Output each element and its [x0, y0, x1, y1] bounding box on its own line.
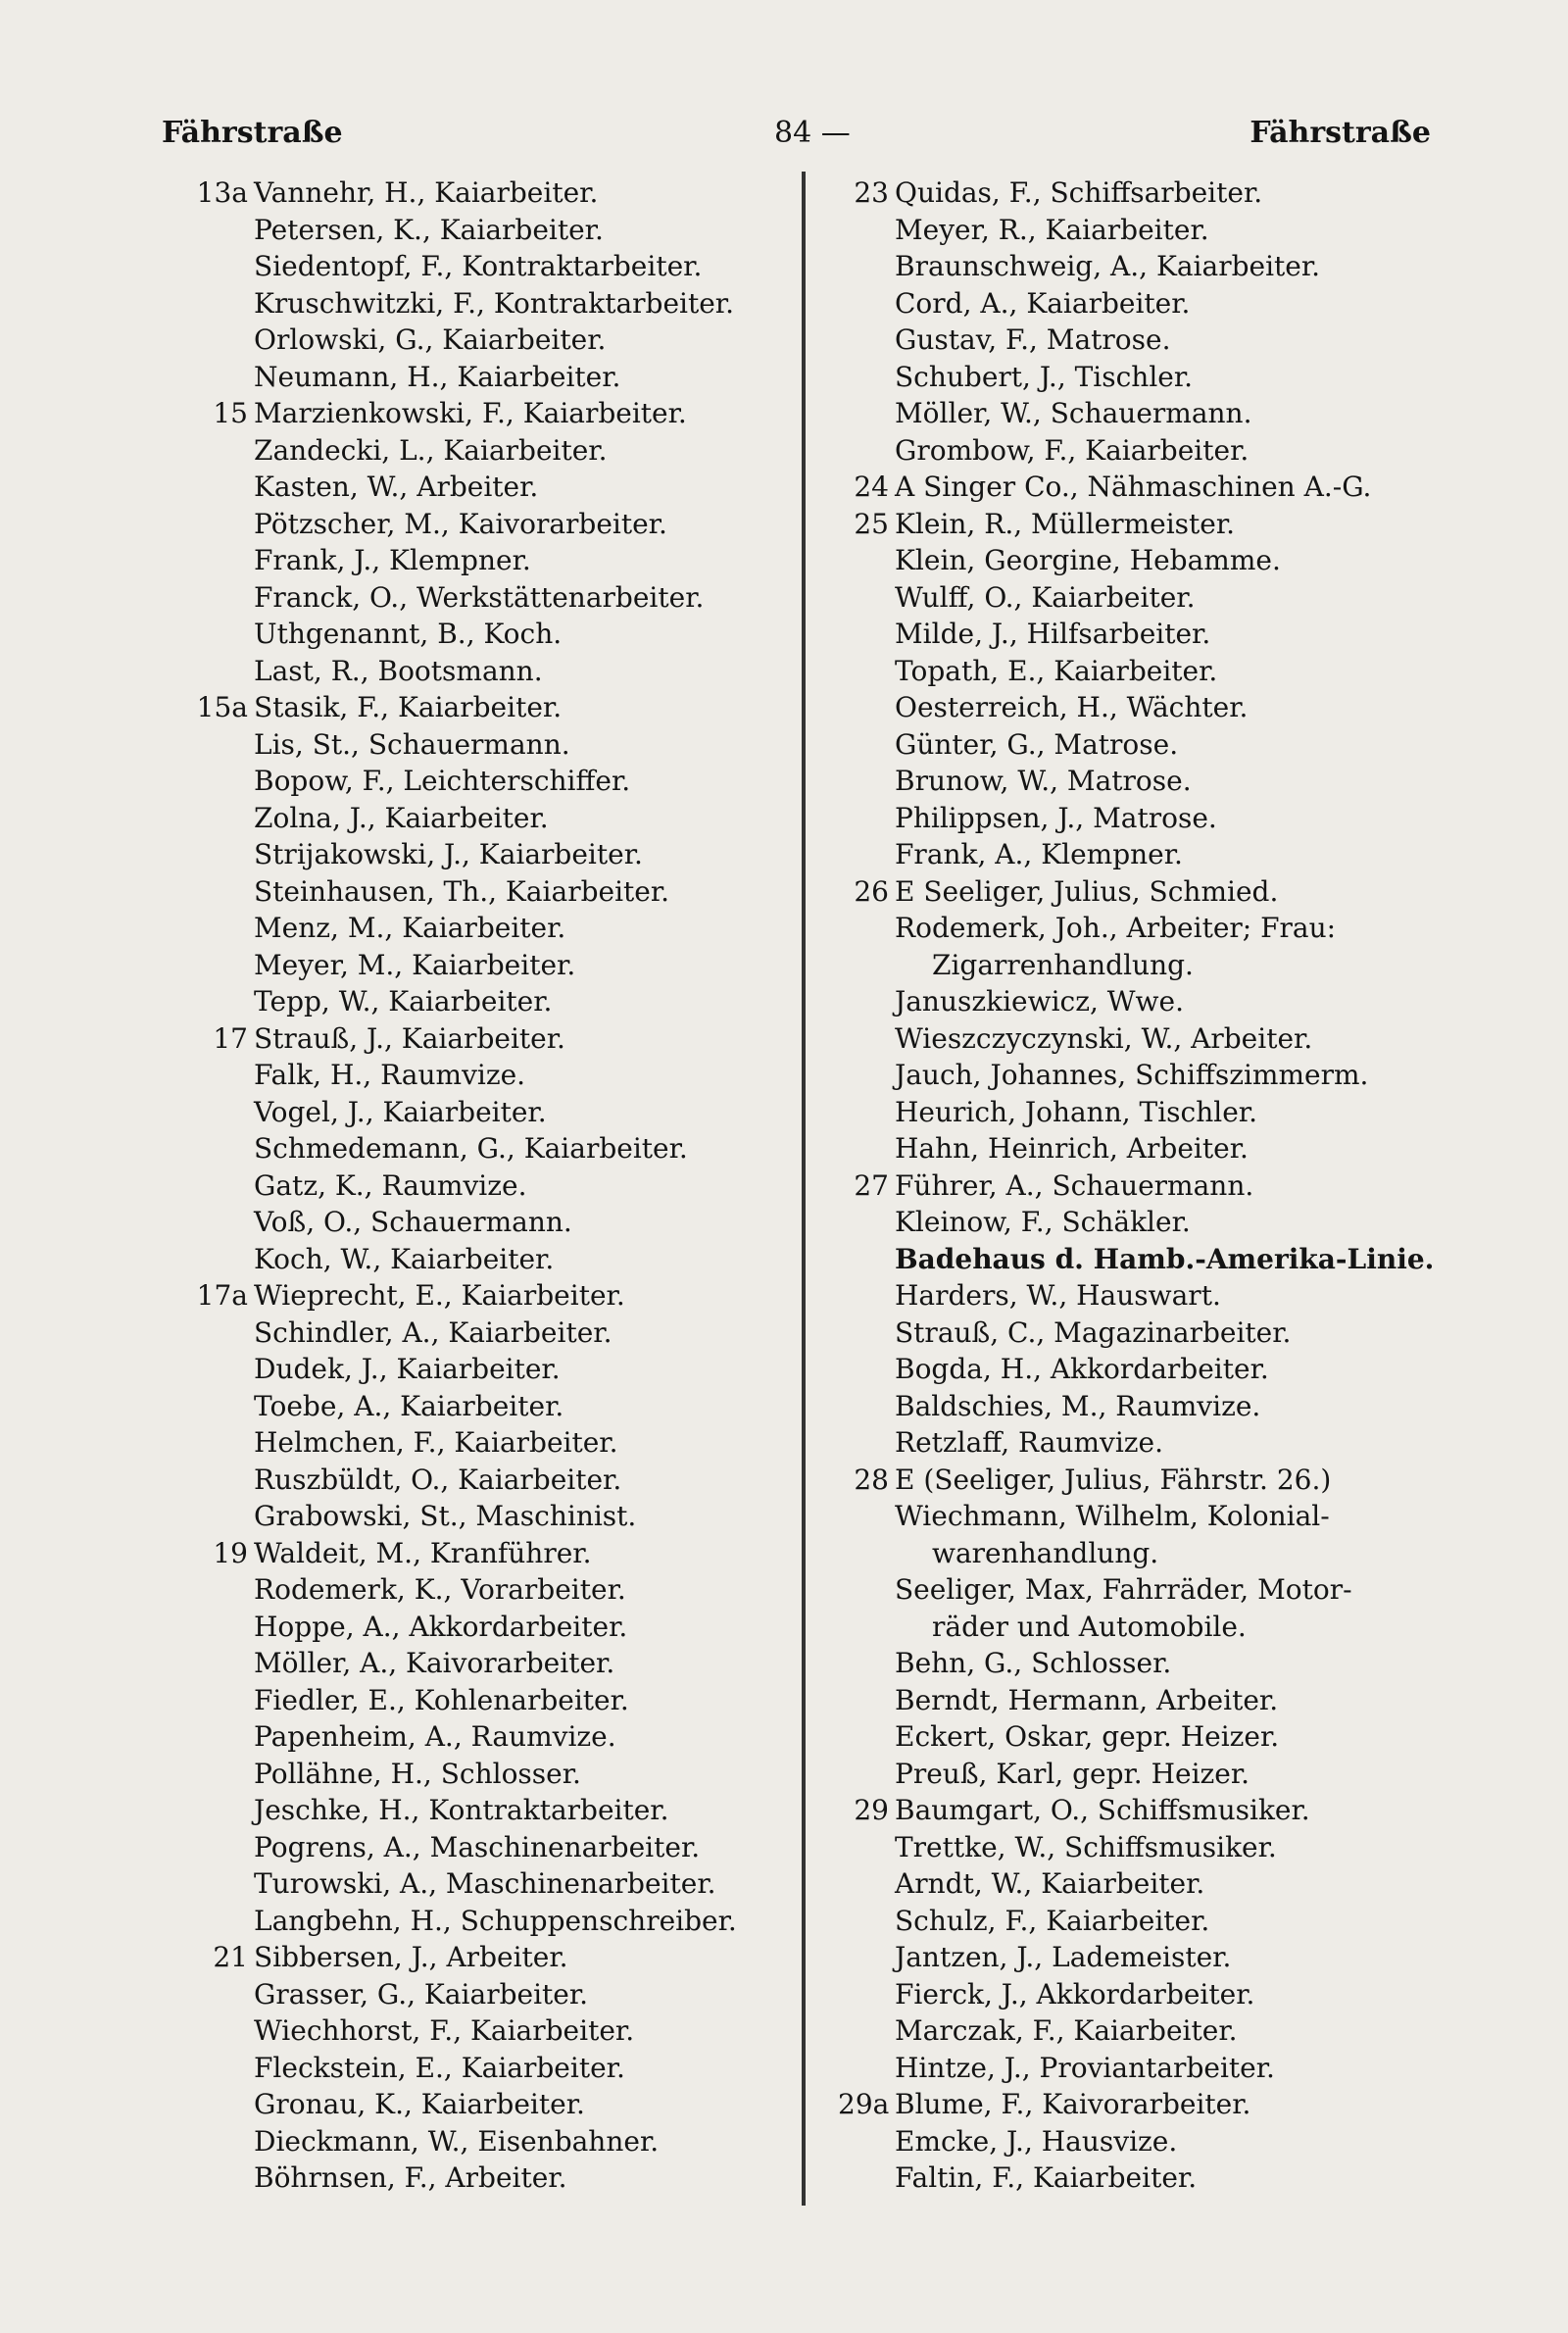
directory-entry: [181, 506, 779, 543]
directory-entry: [838, 1829, 1446, 1866]
directory-entry: [181, 1756, 779, 1793]
directory-entry: [838, 285, 1446, 323]
directory-entry: [181, 1277, 779, 1315]
resident-entry: Meyer, M., Kaiarbeiter.: [254, 948, 576, 981]
resident-entry: Brunow, W., Matrose.: [895, 765, 1192, 797]
directory-entry: [838, 763, 1446, 800]
resident-entry: Hoppe, A., Akkordarbeiter.: [254, 1610, 628, 1643]
resident-entry: Petersen, K., Kaiarbeiter.: [254, 213, 604, 246]
directory-entry: [181, 1535, 779, 1572]
directory-entry: [181, 1939, 779, 1976]
directory-entry: [181, 1424, 779, 1462]
directory-entry: [838, 1718, 1446, 1756]
directory-entry: [838, 1241, 1446, 1278]
resident-entry: Last, R., Bootsmann.: [254, 654, 543, 687]
resident-entry: Lis, St., Schauermann.: [254, 727, 570, 761]
resident-entry: Pollähne, H., Schlosser.: [254, 1757, 581, 1790]
left-column: [181, 174, 779, 2197]
resident-entry: Führer, A., Schauermann.: [895, 1168, 1254, 1202]
directory-entry: [838, 1351, 1446, 1388]
resident-entry: Turowski, A., Maschinenarbeiter.: [254, 1867, 716, 1900]
resident-entry: Schubert, J., Tischler.: [895, 360, 1194, 393]
resident-entry: Jauch, Johannes, Schiffszimmerm.: [895, 1059, 1369, 1091]
directory-entry: [838, 910, 1446, 947]
resident-entry: Grombow, F., Kaiarbeiter.: [895, 433, 1250, 467]
resident-entry: Zolna, J., Kaiarbeiter.: [254, 801, 549, 834]
directory-entry: [181, 800, 779, 837]
resident-entry: Philippsen, J., Matrose.: [895, 801, 1217, 834]
resident-entry: Frank, A., Klempner.: [895, 838, 1183, 870]
resident-entry: Kruschwitzki, F., Kontraktarbeiter.: [254, 286, 734, 320]
resident-entry: Baldschies, M., Raumvize.: [895, 1389, 1261, 1422]
directory-entry: [838, 1571, 1446, 1609]
column-divider: [802, 172, 806, 2206]
house-number: 24: [854, 471, 889, 503]
directory-entry: [181, 689, 779, 726]
resident-entry: Strauß, C., Magazinarbeiter.: [895, 1315, 1292, 1349]
resident-entry: Ruszbüldt, O., Kaiarbeiter.: [254, 1463, 622, 1496]
resident-entry: Gatz, K., Raumvize.: [254, 1168, 527, 1202]
resident-entry: E (Seeliger, Julius, Fährstr. 26.): [895, 1463, 1332, 1496]
directory-entry: [838, 616, 1446, 653]
directory-entry: [838, 432, 1446, 470]
resident-entry: Behn, G., Schlosser.: [895, 1647, 1172, 1679]
resident-entry: Franck, O., Werkstättenarbeiter.: [254, 580, 705, 614]
resident-entry: Orlowski, G., Kaiarbeiter.: [254, 323, 607, 356]
resident-entry: Blume, F., Kaivorarbeiter.: [895, 2088, 1251, 2120]
house-number: 26: [854, 874, 889, 908]
directory-entry: [838, 1057, 1446, 1094]
directory-entry: [181, 947, 779, 984]
directory-entry: [181, 1388, 779, 1425]
directory-entry: [181, 1718, 779, 1756]
resident-entry: Badehaus d. Hamb.-Amerika-Linie.: [895, 1242, 1435, 1275]
resident-entry: Milde, J., Hilfsarbeiter.: [895, 618, 1211, 650]
directory-entry: [838, 1315, 1446, 1352]
resident-entry: Harders, W., Hauswart.: [895, 1279, 1221, 1312]
directory-entry: [838, 689, 1446, 726]
directory-entry: [838, 2086, 1446, 2123]
directory-entry: [838, 542, 1446, 579]
resident-entry: Marzienkowski, F., Kaiarbeiter.: [254, 397, 687, 429]
house-number: 29a: [838, 2088, 890, 2120]
directory-entry: [181, 395, 779, 432]
resident-entry: Papenheim, A., Raumvize.: [254, 1720, 616, 1753]
directory-entry: [838, 1792, 1446, 1829]
resident-entry: Bopow, F., Leichterschiffer.: [254, 765, 631, 797]
resident-entry: Trettke, W., Schiffsmusiker.: [895, 1830, 1277, 1863]
resident-entry: Berndt, Hermann, Arbeiter.: [895, 1683, 1279, 1716]
directory-entry: [838, 1865, 1446, 1903]
directory-entry: [181, 873, 779, 911]
directory-entry: [838, 800, 1446, 837]
resident-entry: Siedentopf, F., Kontraktarbeiter.: [254, 250, 703, 282]
directory-entry: [181, 1204, 779, 1241]
directory-entry: [838, 1462, 1446, 1499]
resident-entry: Steinhausen, Th., Kaiarbeiter.: [254, 874, 670, 908]
resident-entry: Klein, R., Müllermeister.: [895, 507, 1236, 540]
house-number: 25: [854, 507, 889, 540]
directory-entry: [181, 2123, 779, 2160]
directory-entry: [838, 1976, 1446, 2013]
directory-entry: [181, 1865, 779, 1903]
directory-entry: [181, 1315, 779, 1352]
header-street-right: Fährstraße: [1250, 116, 1431, 150]
house-number: 27: [854, 1168, 889, 1202]
directory-entry: [181, 1241, 779, 1278]
directory-entry: [181, 1167, 779, 1205]
directory-entry: [838, 1167, 1446, 1205]
directory-entry: [838, 653, 1446, 690]
resident-entry: Jantzen, J., Lademeister.: [895, 1941, 1232, 1973]
directory-entry: [838, 1277, 1446, 1315]
resident-entry: Schulz, F., Kaiarbeiter.: [895, 1904, 1210, 1937]
directory-entry: [181, 1976, 779, 2013]
resident-entry: Rodemerk, K., Vorarbeiter.: [254, 1573, 626, 1606]
directory-entry: [181, 1057, 779, 1094]
directory-entry: [838, 322, 1446, 359]
resident-entry: Vogel, J., Kaiarbeiter.: [254, 1095, 547, 1128]
directory-entry: [838, 983, 1446, 1020]
directory-entry: [181, 1829, 779, 1866]
resident-entry: Fiedler, E., Kohlenarbeiter.: [254, 1683, 629, 1716]
directory-entry: [838, 359, 1446, 396]
directory-entry: [181, 763, 779, 800]
directory-entry: [838, 2050, 1446, 2087]
resident-entry: Arndt, W., Kaiarbeiter.: [895, 1867, 1205, 1900]
resident-entry: Helmchen, F., Kaiarbeiter.: [254, 1426, 618, 1459]
directory-entry: [181, 432, 779, 470]
resident-entry: Zandecki, L., Kaiarbeiter.: [254, 433, 608, 467]
directory-entry: [838, 395, 1446, 432]
directory-entry: [838, 469, 1446, 506]
directory-entry: [838, 1388, 1446, 1425]
resident-entry: Bogda, H., Akkordarbeiter.: [895, 1353, 1269, 1385]
resident-entry: Grasser, G., Kaiarbeiter.: [254, 1977, 589, 2010]
resident-entry: Böhrnsen, F., Arbeiter.: [254, 2161, 567, 2194]
resident-entry: Stasik, F., Kaiarbeiter.: [254, 691, 563, 723]
directory-entry: [181, 1020, 779, 1058]
resident-entry: Pötzscher, M., Kaivorarbeiter.: [254, 507, 667, 540]
resident-entry: Meyer, R., Kaiarbeiter.: [895, 213, 1209, 246]
resident-entry: Wiechhorst, F., Kaiarbeiter.: [254, 2014, 635, 2047]
directory-entry: [181, 1903, 779, 1940]
resident-entry: Rodemerk, Joh., Arbeiter; Frau:: [895, 912, 1337, 944]
resident-entry: warenhandlung.: [932, 1536, 1159, 1569]
directory-entry: [181, 579, 779, 617]
resident-entry: Hahn, Heinrich, Arbeiter.: [895, 1132, 1249, 1165]
directory-entry: [838, 726, 1446, 764]
directory-entry: [838, 212, 1446, 249]
resident-entry: Falk, H., Raumvize.: [254, 1059, 526, 1091]
resident-entry: Fleckstein, E., Kaiarbeiter.: [254, 2051, 625, 2084]
resident-entry: Retzlaff, Raumvize.: [895, 1426, 1163, 1459]
page-header: [0, 116, 1568, 165]
header-street-left: Fährstraße: [162, 116, 343, 150]
resident-entry: Gustav, F., Matrose.: [895, 323, 1171, 356]
directory-entry: [181, 248, 779, 285]
resident-entry: Oesterreich, H., Wächter.: [895, 691, 1249, 723]
directory-entry: [838, 1682, 1446, 1719]
resident-entry: Braunschweig, A., Kaiarbeiter.: [895, 250, 1321, 282]
resident-entry: Quidas, F., Schiffsarbeiter.: [895, 176, 1263, 209]
house-number: 19: [213, 1536, 248, 1569]
resident-entry: Wieszczyczynski, W., Arbeiter.: [895, 1021, 1313, 1055]
resident-entry: Schmedemann, G., Kaiarbeiter.: [254, 1132, 688, 1165]
resident-entry: Dieckmann, W., Eisenbahner.: [254, 2124, 660, 2158]
resident-entry: Heurich, Johann, Tischler.: [895, 1095, 1258, 1128]
directory-entry: [181, 2086, 779, 2123]
directory-entry: [838, 836, 1446, 873]
resident-entry: Uthgenannt, B., Koch.: [254, 618, 563, 650]
resident-entry: Baumgart, O., Schiffsmusiker.: [895, 1794, 1310, 1826]
resident-entry: Waldeit, M., Kranführer.: [254, 1536, 592, 1569]
directory-entry: [838, 248, 1446, 285]
resident-entry: Menz, M., Kaiarbeiter.: [254, 912, 566, 944]
resident-entry: Langbehn, H., Schuppenschreiber.: [254, 1904, 737, 1937]
house-number: 17a: [196, 1279, 248, 1312]
resident-entry: Koch, W., Kaiarbeiter.: [254, 1242, 555, 1275]
resident-entry: Cord, A., Kaiarbeiter.: [895, 286, 1191, 320]
right-column: [838, 174, 1446, 2197]
directory-entry: [181, 653, 779, 690]
resident-entry: Preuß, Karl, gepr. Heizer.: [895, 1757, 1250, 1790]
directory-entry: [838, 2123, 1446, 2160]
resident-entry: Fierck, J., Akkordarbeiter.: [895, 1977, 1255, 2010]
resident-entry: Schindler, A., Kaiarbeiter.: [254, 1315, 612, 1349]
resident-entry: räder und Automobile.: [932, 1610, 1247, 1643]
directory-entry: [838, 506, 1446, 543]
directory-entry: [181, 1351, 779, 1388]
directory-entry: [181, 542, 779, 579]
resident-entry: Eckert, Oskar, gepr. Heizer.: [895, 1720, 1280, 1753]
resident-entry: Marczak, F., Kaiarbeiter.: [895, 2014, 1238, 2047]
directory-entry: [181, 1682, 779, 1719]
directory-entry: [838, 2012, 1446, 2050]
directory-entry: [181, 983, 779, 1020]
house-number: 29: [854, 1794, 889, 1826]
directory-entry: [181, 1498, 779, 1535]
directory-entry: [181, 1094, 779, 1131]
resident-entry: Januszkiewicz, Wwe.: [895, 985, 1184, 1018]
resident-entry: Tepp, W., Kaiarbeiter.: [254, 985, 553, 1018]
resident-entry: E Seeliger, Julius, Schmied.: [895, 874, 1279, 908]
resident-entry: Neumann, H., Kaiarbeiter.: [254, 360, 621, 393]
directory-entry: [838, 947, 1446, 984]
directory-entry: [838, 1424, 1446, 1462]
resident-entry: Möller, A., Kaivorarbeiter.: [254, 1647, 615, 1679]
directory-entry: [838, 1535, 1446, 1572]
resident-entry: Strijakowski, J., Kaiarbeiter.: [254, 838, 643, 870]
house-number: 21: [213, 1941, 248, 1973]
resident-entry: Günter, G., Matrose.: [895, 727, 1179, 761]
resident-entry: Kleinow, F., Schäkler.: [895, 1206, 1191, 1238]
resident-entry: Klein, Georgine, Hebamme.: [895, 544, 1281, 576]
directory-entry: [838, 1094, 1446, 1131]
directory-entry: [838, 1903, 1446, 1940]
directory-entry: [181, 359, 779, 396]
directory-entry: [838, 1130, 1446, 1167]
house-number: 15a: [196, 691, 248, 723]
resident-entry: Wulff, O., Kaiarbeiter.: [895, 580, 1196, 614]
directory-entry: [181, 1645, 779, 1682]
directory-entry: [838, 873, 1446, 911]
resident-entry: Wieprecht, E., Kaiarbeiter.: [254, 1279, 625, 1312]
directory-entry: [181, 836, 779, 873]
directory-entry: [181, 1792, 779, 1829]
resident-entry: Dudek, J., Kaiarbeiter.: [254, 1353, 561, 1385]
directory-entry: [838, 1645, 1446, 1682]
resident-entry: Emcke, J., Hausvize.: [895, 2124, 1178, 2158]
directory-entry: [181, 1462, 779, 1499]
resident-entry: Strauß, J., Kaiarbeiter.: [254, 1021, 565, 1055]
resident-entry: Grabowski, St., Maschinist.: [254, 1500, 637, 1532]
resident-entry: Wiechmann, Wilhelm, Kolonial-: [895, 1500, 1330, 1532]
house-number: 23: [854, 176, 889, 209]
directory-entry: [181, 1571, 779, 1609]
directory-entry: [181, 616, 779, 653]
directory-entry: [181, 2159, 779, 2197]
directory-entry: [181, 910, 779, 947]
resident-entry: Frank, J., Klempner.: [254, 544, 531, 576]
resident-entry: Hintze, J., Proviantarbeiter.: [895, 2051, 1275, 2084]
directory-entry: [838, 1756, 1446, 1793]
resident-entry: Voß, O., Schauermann.: [254, 1206, 572, 1238]
directory-entry: [181, 174, 779, 212]
resident-entry: A Singer Co., Nähmaschinen A.-G.: [895, 471, 1372, 503]
house-number: 15: [213, 397, 248, 429]
resident-entry: Seeliger, Max, Fahrräder, Motor-: [895, 1573, 1352, 1606]
resident-entry: Möller, W., Schauermann.: [895, 397, 1252, 429]
directory-entry: [181, 212, 779, 249]
directory-entry: [838, 1609, 1446, 1646]
house-number: 17: [213, 1021, 248, 1055]
resident-entry: Gronau, K., Kaiarbeiter.: [254, 2088, 585, 2120]
resident-entry: Kasten, W., Arbeiter.: [254, 471, 539, 503]
directory-entry: [838, 1939, 1446, 1976]
resident-entry: Pogrens, A., Maschinenarbeiter.: [254, 1830, 701, 1863]
directory-entry: [181, 1609, 779, 1646]
directory-entry: [181, 2012, 779, 2050]
directory-entry: [181, 322, 779, 359]
directory-entry: [181, 469, 779, 506]
directory-entry: [838, 174, 1446, 212]
directory-entry: [838, 1020, 1446, 1058]
resident-entry: Toebe, A., Kaiarbeiter.: [254, 1389, 564, 1422]
resident-entry: Faltin, F., Kaiarbeiter.: [895, 2161, 1198, 2194]
resident-entry: Jeschke, H., Kontraktarbeiter.: [254, 1794, 669, 1826]
directory-entry: [838, 2159, 1446, 2197]
directory-entry: [838, 579, 1446, 617]
resident-entry: Zigarrenhandlung.: [932, 948, 1194, 981]
directory-entry: [181, 1130, 779, 1167]
house-number: 28: [854, 1463, 889, 1496]
directory-entry: [181, 726, 779, 764]
resident-entry: Vannehr, H., Kaiarbeiter.: [254, 176, 599, 209]
directory-entry: [181, 2050, 779, 2087]
page-number: 84 —: [774, 116, 851, 150]
resident-entry: Sibbersen, J., Arbeiter.: [254, 1941, 568, 1973]
house-number: 13a: [196, 176, 248, 209]
directory-entry: [838, 1498, 1446, 1535]
resident-entry: Topath, E., Kaiarbeiter.: [895, 654, 1218, 687]
directory-entry: [838, 1204, 1446, 1241]
directory-entry: [181, 285, 779, 323]
